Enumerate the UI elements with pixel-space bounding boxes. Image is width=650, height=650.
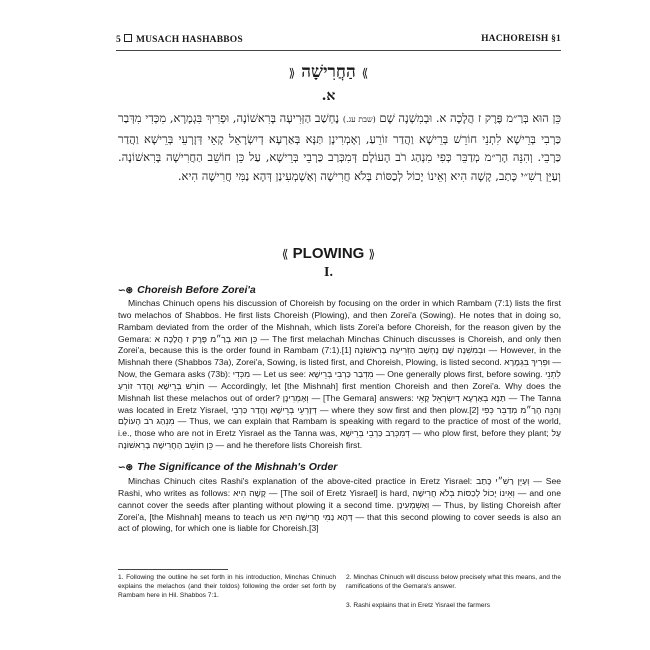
footnote-rule bbox=[118, 569, 228, 570]
header-rule bbox=[116, 50, 561, 51]
section-heading-2-text: The Significance of the Mishnah's Order bbox=[137, 461, 338, 473]
hebrew-paragraph-rest: נֶחְשַׁב הַזְּרִיעָה בָּרִאשׁוֹנָה, וּפְרִיךְ בִּגְמָרָא, מִכְּדִי מִדְּבַר כַּרְבִי בְּרֵישָׁא לִתְנֵי חוֹרֵשׁ בְּרֵישָׁא וַהֲדַר זוֹרֵעַ, וְאָמְרִינָן תַּנָּא בְּאַרְעָא דְיִשְׂרָאֵל קָאֵי דְּזָרְעֵי בְּרֵישָׁא וַהֲדַר כַּרְבֵי. וְהִנֵּה הָרַ״מ מְדַבֵּר כְּפִי מִנְהַג רֹב הָעוֹלָם דְּמִכְּרַב כַּרְבֵי בְּרֵישָׁא, עַל כֵּן חוֹשֵׁב הַחֲרִישָׁה בָּרִאשׁוֹנָה. וְעַיֵּן רַשִׁ״י כָּתַב, קָשָׁה הִיא וְאֵינוֹ יָכוֹל לְכַסּוֹת בְּלֹא חֲרִישָׁה וְאַשְׁמְעִינַן דְּהָא נַמִּי חֲרִישָׁה הִיא. bbox=[118, 111, 561, 183]
header-left bbox=[116, 34, 243, 45]
page-number: 5 bbox=[116, 35, 121, 45]
section-reference: HACHOREISH §1 bbox=[481, 34, 561, 44]
footnote-3: 3. Rashi explains that in Eretz Yisrael the farmers bbox=[346, 602, 491, 609]
english-title bbox=[96, 245, 561, 262]
book-page bbox=[96, 0, 561, 650]
ornament-left-en: ⟪ bbox=[281, 247, 289, 261]
section-body-1-text: Minchas Chinuch opens his discussion of Choreish by focusing on the order in which Rambam (7:1) lists the first two melachos of Shabbos. He first lists Choreish (Plowing), and then Zorei'a (Sowing). He notes that in doing so, Rambam deviated from the order of the Mishnah, which lists Zorei'a before Choreish, for the reason given by the Gemara: כֵּן הוּא בְּרַ״מ פֶּרֶק ז הֲלָכָה א — The first melachah Minchas Chinuch discusses is Choreish, and only then Zorei'a, because this is the order found in Rambam (7:1).[1] וּבְמִשְׁנָה שָׁם נֶחְשַׁב הַזְּרִיעָה בָּרִאשׁוֹנָה — However, in the Mishnah there (Shabbos 73a), Zorei'a, Sowing, is listed first, and Choreish, Plowing, is listed second. וּפְרִיךְ בִּגְמָרָא — Now, the Gemara asks (73b): מִכְּדִי — Let us see: מִדְּבַר כַּרְבִי בְּרֵישָׁא — One generally plows first, before sowing. לִתְנֵי חוֹרֵשׁ בְּרֵישָׁא וַהֲדַר זוֹרֵעַ — Accordingly, let [the Mishnah] first mention Choreish and then Zorei'a. Why does the Mishnah list these melachos out of order? וְאָמְרִינָן — [The Gemara] answers: תַּנָּא בְּאַרְעָא דְיִשְׂרָאֵל קָאֵי — The Tanna was located in Eretz Yisrael, דְּזָרְעֵי בְּרֵישָׁא וַהֲדַר כַּרְבֵי — where they sow first and then plow.[2] וְהִנֵּה הָרַ״מ מְדַבֵּר כְּפִי מִנְהַג רֹב הָעוֹלָם — Thus, we can explain that Rambam is speaking with regard to the practice of most of the world, i.e., those who are not in Eretz Yisrael as the Tanna was, דְּמִכְּרַב כַּרְבֵי בְּרֵישָׁא — who plow first, before they plant; עַל כֵּן חוֹשֵׁב הַחֲרִישָׁה בָּרִאשׁוֹנָה — and he therefore lists Choreish first. bbox=[118, 298, 562, 451]
section-body-2-text: Minchas Chinuch cites Rashi's explanation of the above-cited practice in Eretz Yisrael: וְעַיֵּן רַשִׁ״י כָּתַב — See Rashi, who writes as follows: קָשָׁה הִיא — [The soil of Eretz Yisrael] is hard, וְאֵינוֹ יָכוֹל לְכַסּוֹת בְּלֹא חֲרִישָׁה — and one cannot cover the seeds after planting without plowing it a second time. וְאַשְׁמְעִינַן — Thus, by listing Choreish after Zorei'a, [the Mishnah] means to teach us דְּהָא נַמִּי חֲרִישָׁה הִיא — that this second plowing to cover seeds is also an act of plowing, for which one is liable for Choreish.[3] bbox=[118, 476, 561, 534]
ornament-right-en: ⟫ bbox=[368, 247, 376, 261]
ornament-right: ⟫ bbox=[361, 66, 369, 80]
hebrew-paragraph-start: כֵּן הוּא בְּרַ״מ פֶּרֶק ז הֲלָכָה א. וּבְמִשְׁנָה שָׁם bbox=[379, 111, 562, 125]
footnote-2: 2. Minchas Chinuch will discuss below precisely what this means, and the ramifications of the Gemara's answer. bbox=[346, 574, 561, 591]
section-body-1 bbox=[118, 298, 561, 452]
english-title-text: PLOWING bbox=[292, 245, 365, 262]
section-body-2 bbox=[118, 476, 561, 535]
english-number: I. bbox=[324, 265, 333, 280]
section-heading-2 bbox=[118, 461, 337, 473]
section-heading-1 bbox=[118, 284, 256, 296]
square-icon bbox=[124, 34, 132, 42]
hebrew-paragraph bbox=[118, 109, 561, 185]
book-title: MUSACH HASHABBOS bbox=[135, 35, 243, 45]
section-heading-1-text: Choreish Before Zorei'a bbox=[137, 284, 256, 296]
hebrew-source-ref: (שבת עג.) bbox=[342, 115, 376, 124]
ornament-left: ⟪ bbox=[288, 66, 296, 80]
hebrew-title-text: הַחֲרִישָׁה bbox=[301, 62, 356, 82]
hebrew-title bbox=[96, 62, 561, 82]
footnote-1: 1. Following the outline he set forth in his introduction, Minchas Chinuch explains the melachos (and their toldos) following the order set forth by Rambam here in Hil. Shabbos 7:1. bbox=[118, 574, 336, 600]
section-ornament-icon: ∽⊛ bbox=[118, 285, 134, 295]
hebrew-number: א. bbox=[321, 88, 336, 104]
section-ornament-icon: ∽⊛ bbox=[118, 462, 134, 472]
running-header bbox=[116, 34, 561, 48]
